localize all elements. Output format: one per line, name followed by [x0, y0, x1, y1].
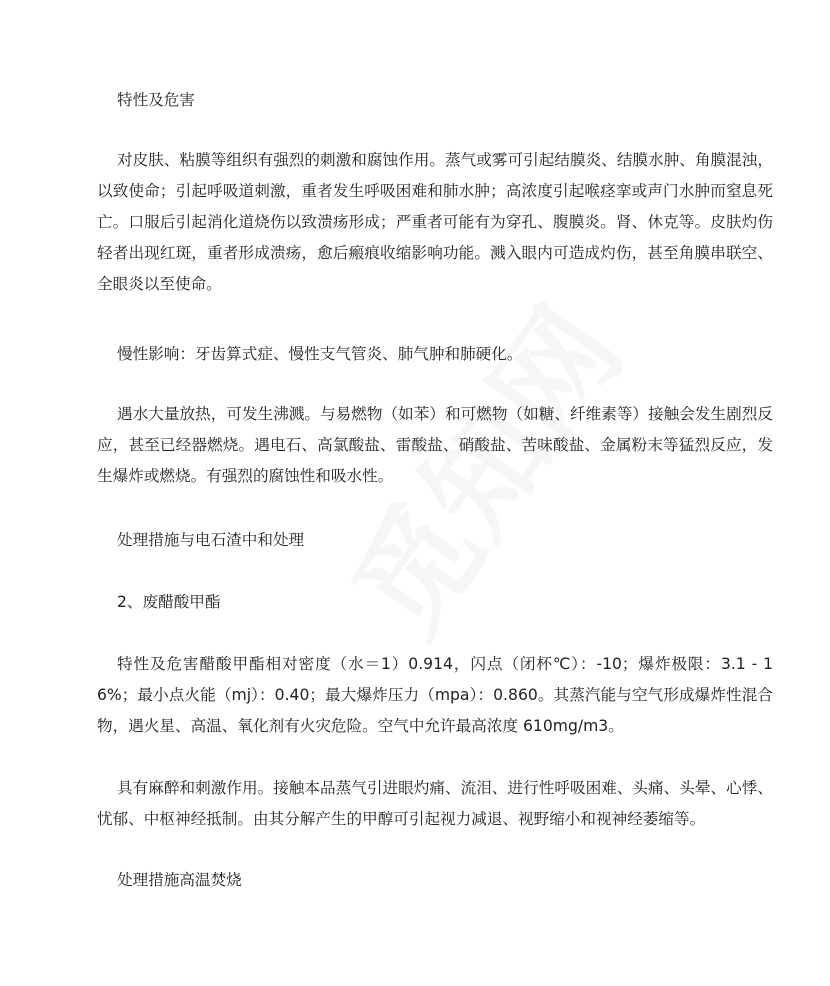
paragraph: 慢性影响：牙齿算式症、慢性支气管炎、肺气肿和肺硬化。	[117, 345, 523, 363]
section-heading: 特性及危害	[117, 91, 195, 109]
paragraph: 对皮肤、粘膜等组织有强烈的刺激和腐蚀作用。蒸气或雾可引起结膜炎、结膜水肿、角膜混浊，以致使命；引起呼吸道刺激，重者发生呼吸困难和肺水肿；高浓度引起喉痉挛或声门水肿而窒息死亡。口服后引起消化道烧伤以致溃疡形成；严重者可能有为穿孔、腹膜炎。肾、休克等。皮肤灼伤轻者出现红斑，重者形成溃疡，愈后瘢痕收缩影响功能。溅入眼内可造成灼伤，甚至角膜串联空、全眼炎以至使命。	[97, 151, 773, 293]
paragraph: 遇水大量放热，可发生沸溅。与易燃物（如苯）和可燃物（如糖、纤维素等）接触会发生剧烈反应，甚至已经器燃烧。遇电石、高氯酸盐、雷酸盐、硝酸盐、苦味酸盐、金属粉末等猛烈反应，发生爆炸或燃烧。有强烈的腐蚀性和吸水性。	[97, 405, 773, 485]
paragraph: 特性及危害醋酸甲酯相对密度（水＝1）0.914，闪点（闭杯℃）：-10；爆炸极限：3.1 - 16%；最小点火能（mj）：0.40；最大爆炸压力（mpa）：0.860。其蒸汽能与空气形成爆炸性混合物，遇火星、高温、氧化剂有火灾危险。空气中允许最高浓度 610mg/m3。	[97, 655, 773, 735]
section-heading: 处理措施高温焚烧	[117, 871, 242, 889]
section-heading: 2、废醋酸甲酯	[117, 593, 221, 611]
section-heading: 处理措施与电石渣中和处理	[117, 531, 305, 549]
paragraph: 具有麻醉和刺激作用。接触本品蒸气引进眼灼痛、流泪、进行性呼吸困难、头痛、头晕、心悸、忧郁、中枢神经抵制。由其分解产生的甲醇可引起视力减退、视野缩小和视神经萎缩等。	[97, 779, 773, 828]
